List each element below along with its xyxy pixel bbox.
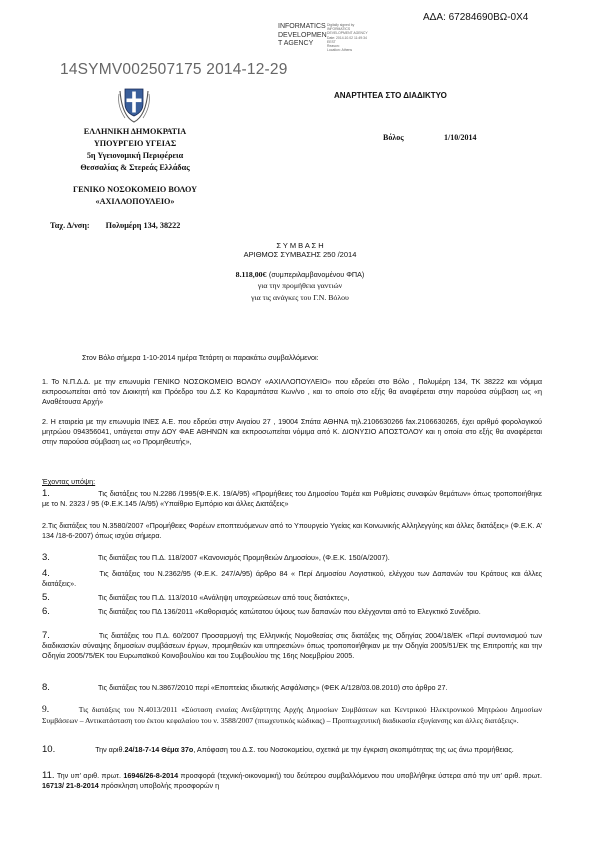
stamp-org: INFORMATICS DEVELOPMEN T AGENCY [278,23,327,47]
issuer-ministry: ΥΠΟΥΡΓΕΙΟ ΥΓΕΙΑΣ [93,139,177,148]
contract-title: Σ Υ Μ Β Α Σ Η [276,241,324,250]
digital-signature-stamp [278,23,368,59]
place: Βόλος [383,133,404,142]
clause-number: 9. [42,705,50,715]
clause-text: Τις διατάξεις του Π.Δ. 118/2007 «Κανονισμός Προμηθειών Δημοσίου», (Φ.Ε.Κ. 150/Α/2007). [97,553,390,562]
postal-address [50,221,180,230]
clause-offer-ref: 16946/26-8-2014 [123,771,179,780]
clause-text-post: πρόσκληση υποβολής προσφορών η [98,781,220,790]
clause-text: Τις διατάξεις του Ν.3867/2010 περί «Εποπτείας ιδιωτικής Ασφάλισης» (ΦΕΚ Α/128/03.08.2010) στο άρθρο 27. [97,683,448,692]
contract-purpose-needs: για τις ανάγκες του Γ.Ν. Βόλου [251,293,349,302]
clause-decision-ref: 24/18-7-14 Θέμα 37ο [124,745,194,754]
clause-text: Τις διατάξεις του Ν.2286 /1995(Φ.Ε.Κ. 19/Α/95) «Προμήθειες του Δημοσίου Τομέα και Ρυθμίσεις συναφών θεμάτων» όπως τροποποιήθηκε με το Ν. 2323 / 95 (Φ.Ε.Κ.145 /Α/95) «Υπαίθριο Εμπόριο και άλλες Διατάξεις» [42,489,543,508]
clause-9 [42,705,542,726]
clause-text: Τις διατάξεις του Ν.4013/2011 «Σύσταση ενιαίας Ανεξάρτητης Αρχής Δημοσίων Συμβάσεων και Κεντρικού Ηλεκτρονικού Μητρώου Δημοσίων Συμβάσεων – Αντικατάσταση του έκτου κεφαλαίου του ν. 3588/2007 (πτωχευτικός κώδικας) – Προπτωχευτική διαδικασία εξυγίανσης και άλλες διατάξεις». [42,705,542,725]
clause-number: 11. [42,770,55,781]
clause-text: Τις διατάξεις του Π.Δ. 60/2007 Προσαρμογή της Ελληνικής Νομοθεσίας στις διατάξεις της Οδηγίας 2004/18/ΕΚ «Περί συντονισμού των διαδικασιών σύναψης δημοσίων συμβάσεων έργων, προμηθειών και υπηρεσιών» όπως τροποποιήθηκαν με την Οδηγία 2005/51/ΕΚ της Επιτροπής και την Οδηγία 2005/75/ΕΚ του Ευρωπαϊκού Κοινοβουλίου και του Συμβουλίου της 16ης Νοεμβρίου 2005. [42,631,542,660]
clause-3 [42,553,542,563]
clause-text-post: , Απόφαση του Δ.Σ. του Νοσοκομείου, σχετικά με την έγκριση σκοπιμότητας της ως άνω προμήθειας. [193,745,514,754]
clause-number: 6. [42,606,50,617]
ada-code: ΑΔΑ: 67284690ΒΩ-0Χ4 [423,12,529,23]
clause-number: 2. [42,521,48,530]
clause-invitation-ref: 16713/ 21-8-2014 [42,781,99,790]
clause-11 [42,771,542,791]
clause-1 [42,489,542,509]
issuer-region-area: Θεσσαλίας & Στερεάς Ελλάδας [80,163,190,172]
clause-text-mid: προσφορά (τεχνική-οικονομική) του δεύτερου συμβαλλόμενου που υποβλήθηκε ύστερα από την υπ’ αριθ. πρωτ. [178,771,543,780]
contract-amount-line [180,269,420,280]
intro-paragraph: Στον Βόλο σήμερα 1-10-2014 ημέρα Τετάρτη οι παρακάτω συμβαλλόμενοι: [82,353,319,362]
clause-text: Τις διατάξεις του ΠΔ 136/2011 «Καθορισμός κατώτατου ύψους των δαπανών που ελέγχονται από το Ελεγκτικό Συνέδριο. [97,607,481,616]
document-date: 1/10/2014 [444,133,477,142]
clause-10 [42,745,542,755]
clause-text: Τις διατάξεις του Ν.2362/95 (Φ.Ε.Κ. 247/Α/95) άρθρο 84 « Περί Δημοσίου Λογιστικού, ελέγχου των Δαπανών του Κράτους και άλλες διατάξεις». [42,569,543,588]
clause-4 [42,569,542,589]
issuer-region: 5η Υγειονομική Περιφέρεια [86,151,184,160]
hospital-alias: «ΑΧΙΛΛΟΠΟΥΛΕΙΟ» [95,197,175,206]
clause-number: 5. [42,592,50,603]
contract-purpose: για την προμήθεια γαντιών [257,281,343,290]
party-2: 2. Η εταιρεία με την επωνυμία ΙΝΕΣ Α.Ε. που εδρεύει στην Αιγαίου 27 , 19004 Σπάτα ΑΘΗΝΑ τηλ.2106630266 fax.2106630265, έχει αριθμό φορολογικού μητρώου 094356041, υπάγεται στην ΔΟΥ ΦΑΕ ΑΘΗΝΩΝ και εκπροσωπείται νόμιμα από Κ. ΔΙΟΝΥΣΙΟ ΑΠΟΣΤΟΛΟΥ και η οποία στο εξής θα αναφέρεται στην παρούσα σύμβαση ως «ο Προμηθευτής», [42,417,542,446]
issuer-block [40,126,230,208]
clause-text: Τις διατάξεις του Ν.3580/2007 «Προμήθειες Φορέων εποπτευόμενων από το Υπουργείο Υγείας και Κοινωνικής Αλληλεγγύης και άλλες διατάξεις» (Φ.Ε.Κ. Α’ 134 /18-6-2007) όπως ισχύει σήμερα. [42,521,542,540]
clause-text: Τις διατάξεις του Π.Δ. 113/2010 «Ανάληψη υποχρεώσεων από τους διατάκτες», [97,593,350,602]
document-code: 14SYMV002507175 2014-12-29 [60,61,288,78]
publish-notice: ΑΝΑΡΤΗΤΕΑ ΣΤΟ ΔΙΑΔΙΚΤΥΟ [334,91,447,100]
clause-5 [42,593,542,603]
clause-number: 4. [42,568,50,579]
hospital-name: ΓΕΝΙΚΟ ΝΟΣΟΚΟΜΕΙΟ ΒΟΛΟΥ [72,185,198,194]
clause-number: 7. [42,630,50,641]
clause-number: 1. [42,488,50,499]
clause-number: 3. [42,552,50,563]
stamp-fine-print: Digitally signed by INFORMATICS DEVELOPMENT AGENCY Date: 2014.10.02 11:49:34 EEST Reason: Location: Athens [327,23,368,53]
having-seen-heading: Έχοντας υπόψη: [42,477,96,486]
contract-amount-note: (συμπεριλαμβανομένου ΦΠΑ) [268,270,365,279]
clause-text-pre: Την αριθ. [95,745,125,754]
clause-2 [42,521,542,541]
party-1: 1. Το Ν.Π.Δ.Δ. με την επωνυμία ΓΕΝΙΚΟ ΝΟΣΟΚΟΜΕΙΟ ΒΟΛΟΥ «ΑΧΙΛΛΟΠΟΥΛΕΙΟ» που εδρεύει στο Βόλο , Πολυμέρη 134, ΤΚ 38222 και νόμιμα εκπροσωπείται από τον Διοικητή και Πρόεδρο του Δ.Σ Κο Καραμπάτσα Κων/νο , και το οποίο στο εξής θα αναφέρεται στην παρούσα σύμβαση ως «η Αναθέτουσα Αρχή» [42,377,542,406]
greek-coat-of-arms-icon [114,82,154,124]
address-label: Ταχ. Δ/νση: [50,221,90,230]
address-value: Πολυμέρη 134, 38222 [105,221,181,230]
clause-8 [42,683,542,693]
contract-amount: 8.118,00€ [235,270,267,279]
clause-number: 10. [42,744,56,755]
clause-6 [42,607,542,617]
contract-title-block [180,241,420,304]
clause-text-pre: Την υπ’ αριθ. πρωτ. [56,771,124,780]
clause-7 [42,631,542,661]
contract-number: ΑΡΙΘΜΟΣ ΣΥΜΒΑΣΗΣ 250 /2014 [243,250,357,259]
clause-number: 8. [42,682,50,693]
issuer-country: ΕΛΛΗΝΙΚΗ ΔΗΜΟΚΡΑΤΙΑ [83,127,187,136]
